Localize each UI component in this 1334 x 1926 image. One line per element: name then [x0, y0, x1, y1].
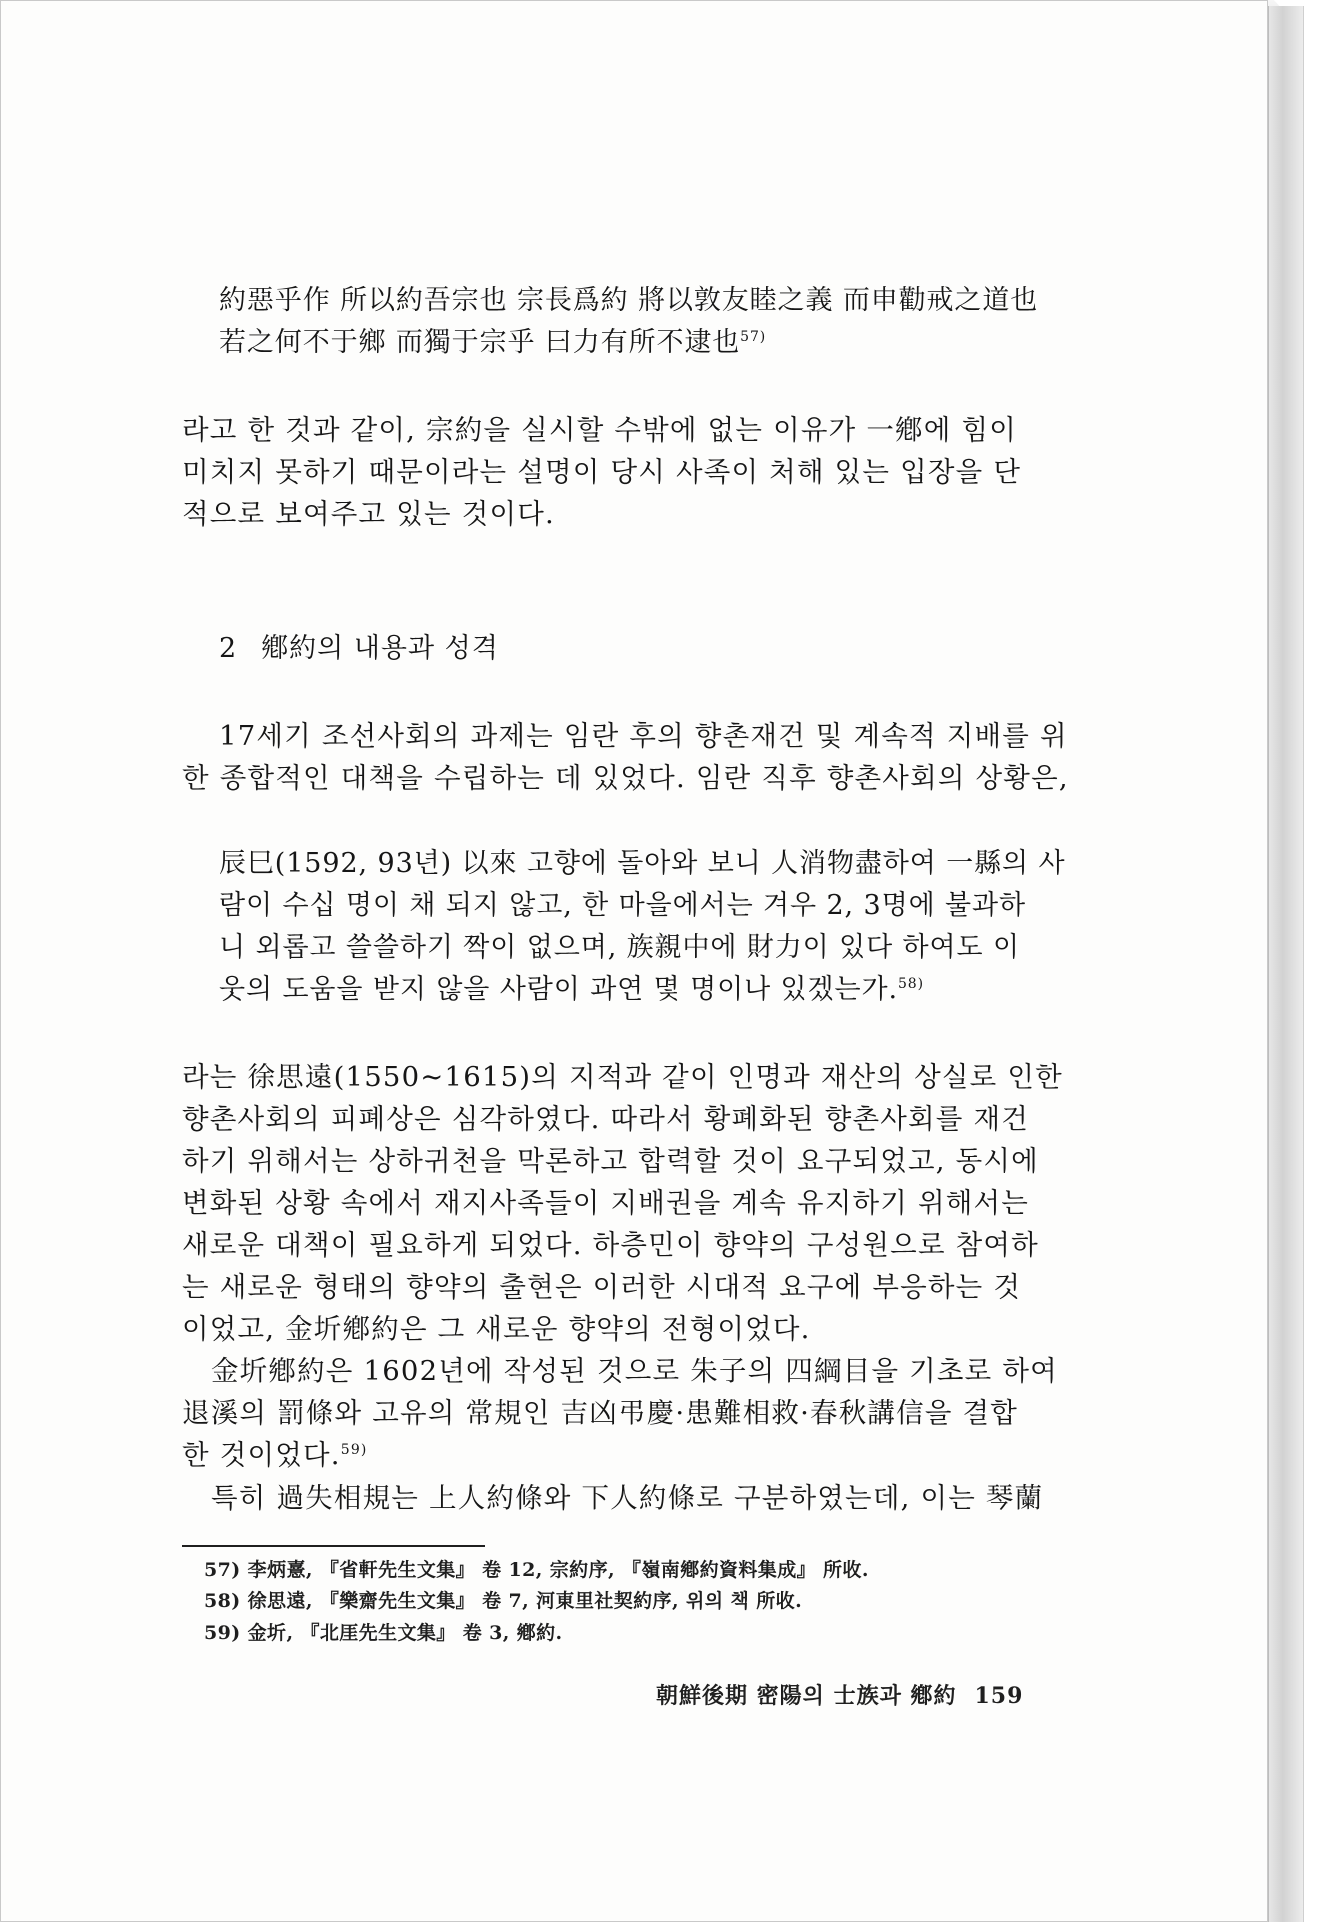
para2-line-2: 한 종합적인 대책을 수립하는 데 있었다. 임란 직후 향촌사회의 상황은,	[182, 762, 1069, 794]
quote1-line-1: 約惡乎作 所以約吾宗也 宗長爲約 將以敦友睦之義 而申勸戒之道也	[219, 285, 1039, 316]
para1-line-3: 적으로 보여주고 있는 것이다.	[182, 498, 555, 530]
para3-line-6: 는 새로운 형태의 향약의 출현은 이러한 시대적 요구에 부응하는 것	[182, 1271, 1022, 1303]
page-number: 159	[974, 1683, 1024, 1709]
running-footer-title: 朝鮮後期 密陽의 士族과 鄕約	[656, 1683, 957, 1709]
para4-line-3-text: 한 것이었다.	[182, 1439, 341, 1471]
para3-line-3: 하기 위해서는 상하귀천을 막론하고 합력할 것이 요구되었고, 동시에	[182, 1145, 1039, 1177]
para5-line-1: 특히 過失相規는 上人約條와 下人約條로 구분하였는데, 이는 琴蘭	[211, 1482, 1044, 1514]
footnote-57: 57) 李炳憙, 『省軒先生文集』 卷 12, 宗約序, 『嶺南鄕約資料集成』 所收.	[204, 1559, 869, 1581]
page-edge	[1268, 6, 1304, 1922]
para3-line-4: 변화된 상황 속에서 재지사족들이 지배권을 계속 유지하기 위해서는	[182, 1187, 1030, 1219]
quote1-line-2	[219, 320, 766, 359]
footnote-59: 59) 金圻, 『北厓先生文集』 卷 3, 鄕約.	[204, 1622, 563, 1644]
quote2-line-2: 람이 수십 명이 채 되지 않고, 한 마을에서는 겨우 2, 3명에 불과하	[219, 890, 1026, 921]
para4-line-2: 退溪의 罰條와 고유의 常規인 吉凶弔慶·患難相救·春秋講信을 결합	[182, 1397, 1019, 1429]
para1-line-2: 미치지 못하기 때문이라는 설명이 당시 사족이 처해 있는 입장을 단	[182, 456, 1022, 488]
section-number: 2	[219, 633, 238, 664]
running-footer	[656, 1679, 1023, 1710]
para4-line-1: 金圻鄕約은 1602년에 작성된 것으로 朱子의 四綱目을 기초로 하여	[211, 1355, 1058, 1387]
quote2-line-4-text: 웃의 도움을 받지 않을 사람이 과연 몇 명이나 있겠는가.	[219, 974, 898, 1005]
section-title: 鄕約의 내용과 성격	[261, 633, 499, 664]
footnote-ref-58: 58)	[897, 976, 924, 992]
quote2-line-3: 니 외롭고 쓸쓸하기 짝이 없으며, 族親中에 財力이 있다 하여도 이	[219, 932, 1020, 963]
para3-line-5: 새로운 대책이 필요하게 되었다. 하층민이 향약의 구성원으로 참여하	[182, 1229, 1039, 1261]
para4-line-3	[182, 1432, 368, 1472]
footnote-58: 58) 徐思遠, 『樂齋先生文集』 卷 7, 河東里社契約序, 위의 책 所收.	[204, 1590, 803, 1612]
quote2-line-4	[219, 967, 924, 1006]
para1-line-1: 라고 한 것과 같이, 宗約을 실시할 수밖에 없는 이유가 一鄕에 힘이	[182, 414, 1017, 446]
para3-line-7: 이었고, 金圻鄕約은 그 새로운 향약의 전형이었다.	[182, 1313, 811, 1345]
quote2-line-1: 辰巳(1592, 93년) 以來 고향에 돌아와 보니 人消物盡하여 一縣의 사	[219, 848, 1066, 879]
footnote-ref-59: 59)	[340, 1441, 368, 1458]
footnote-ref-57: 57)	[740, 329, 767, 345]
quote1-line-2-text: 若之何不于鄉 而獨于宗乎 曰力有所不逮也	[219, 327, 741, 358]
section-heading	[219, 626, 499, 665]
para3-line-2: 향촌사회의 피폐상은 심각하였다. 따라서 황폐화된 향촌사회를 재건	[182, 1103, 1030, 1135]
para3-line-1: 라는 徐思遠(1550∼1615)의 지적과 같이 인명과 재산의 상실로 인한	[182, 1061, 1063, 1093]
para2-line-1: 17세기 조선사회의 과제는 임란 후의 향촌재건 및 계속적 지배를 위	[219, 720, 1068, 752]
footnote-divider	[182, 1545, 485, 1547]
